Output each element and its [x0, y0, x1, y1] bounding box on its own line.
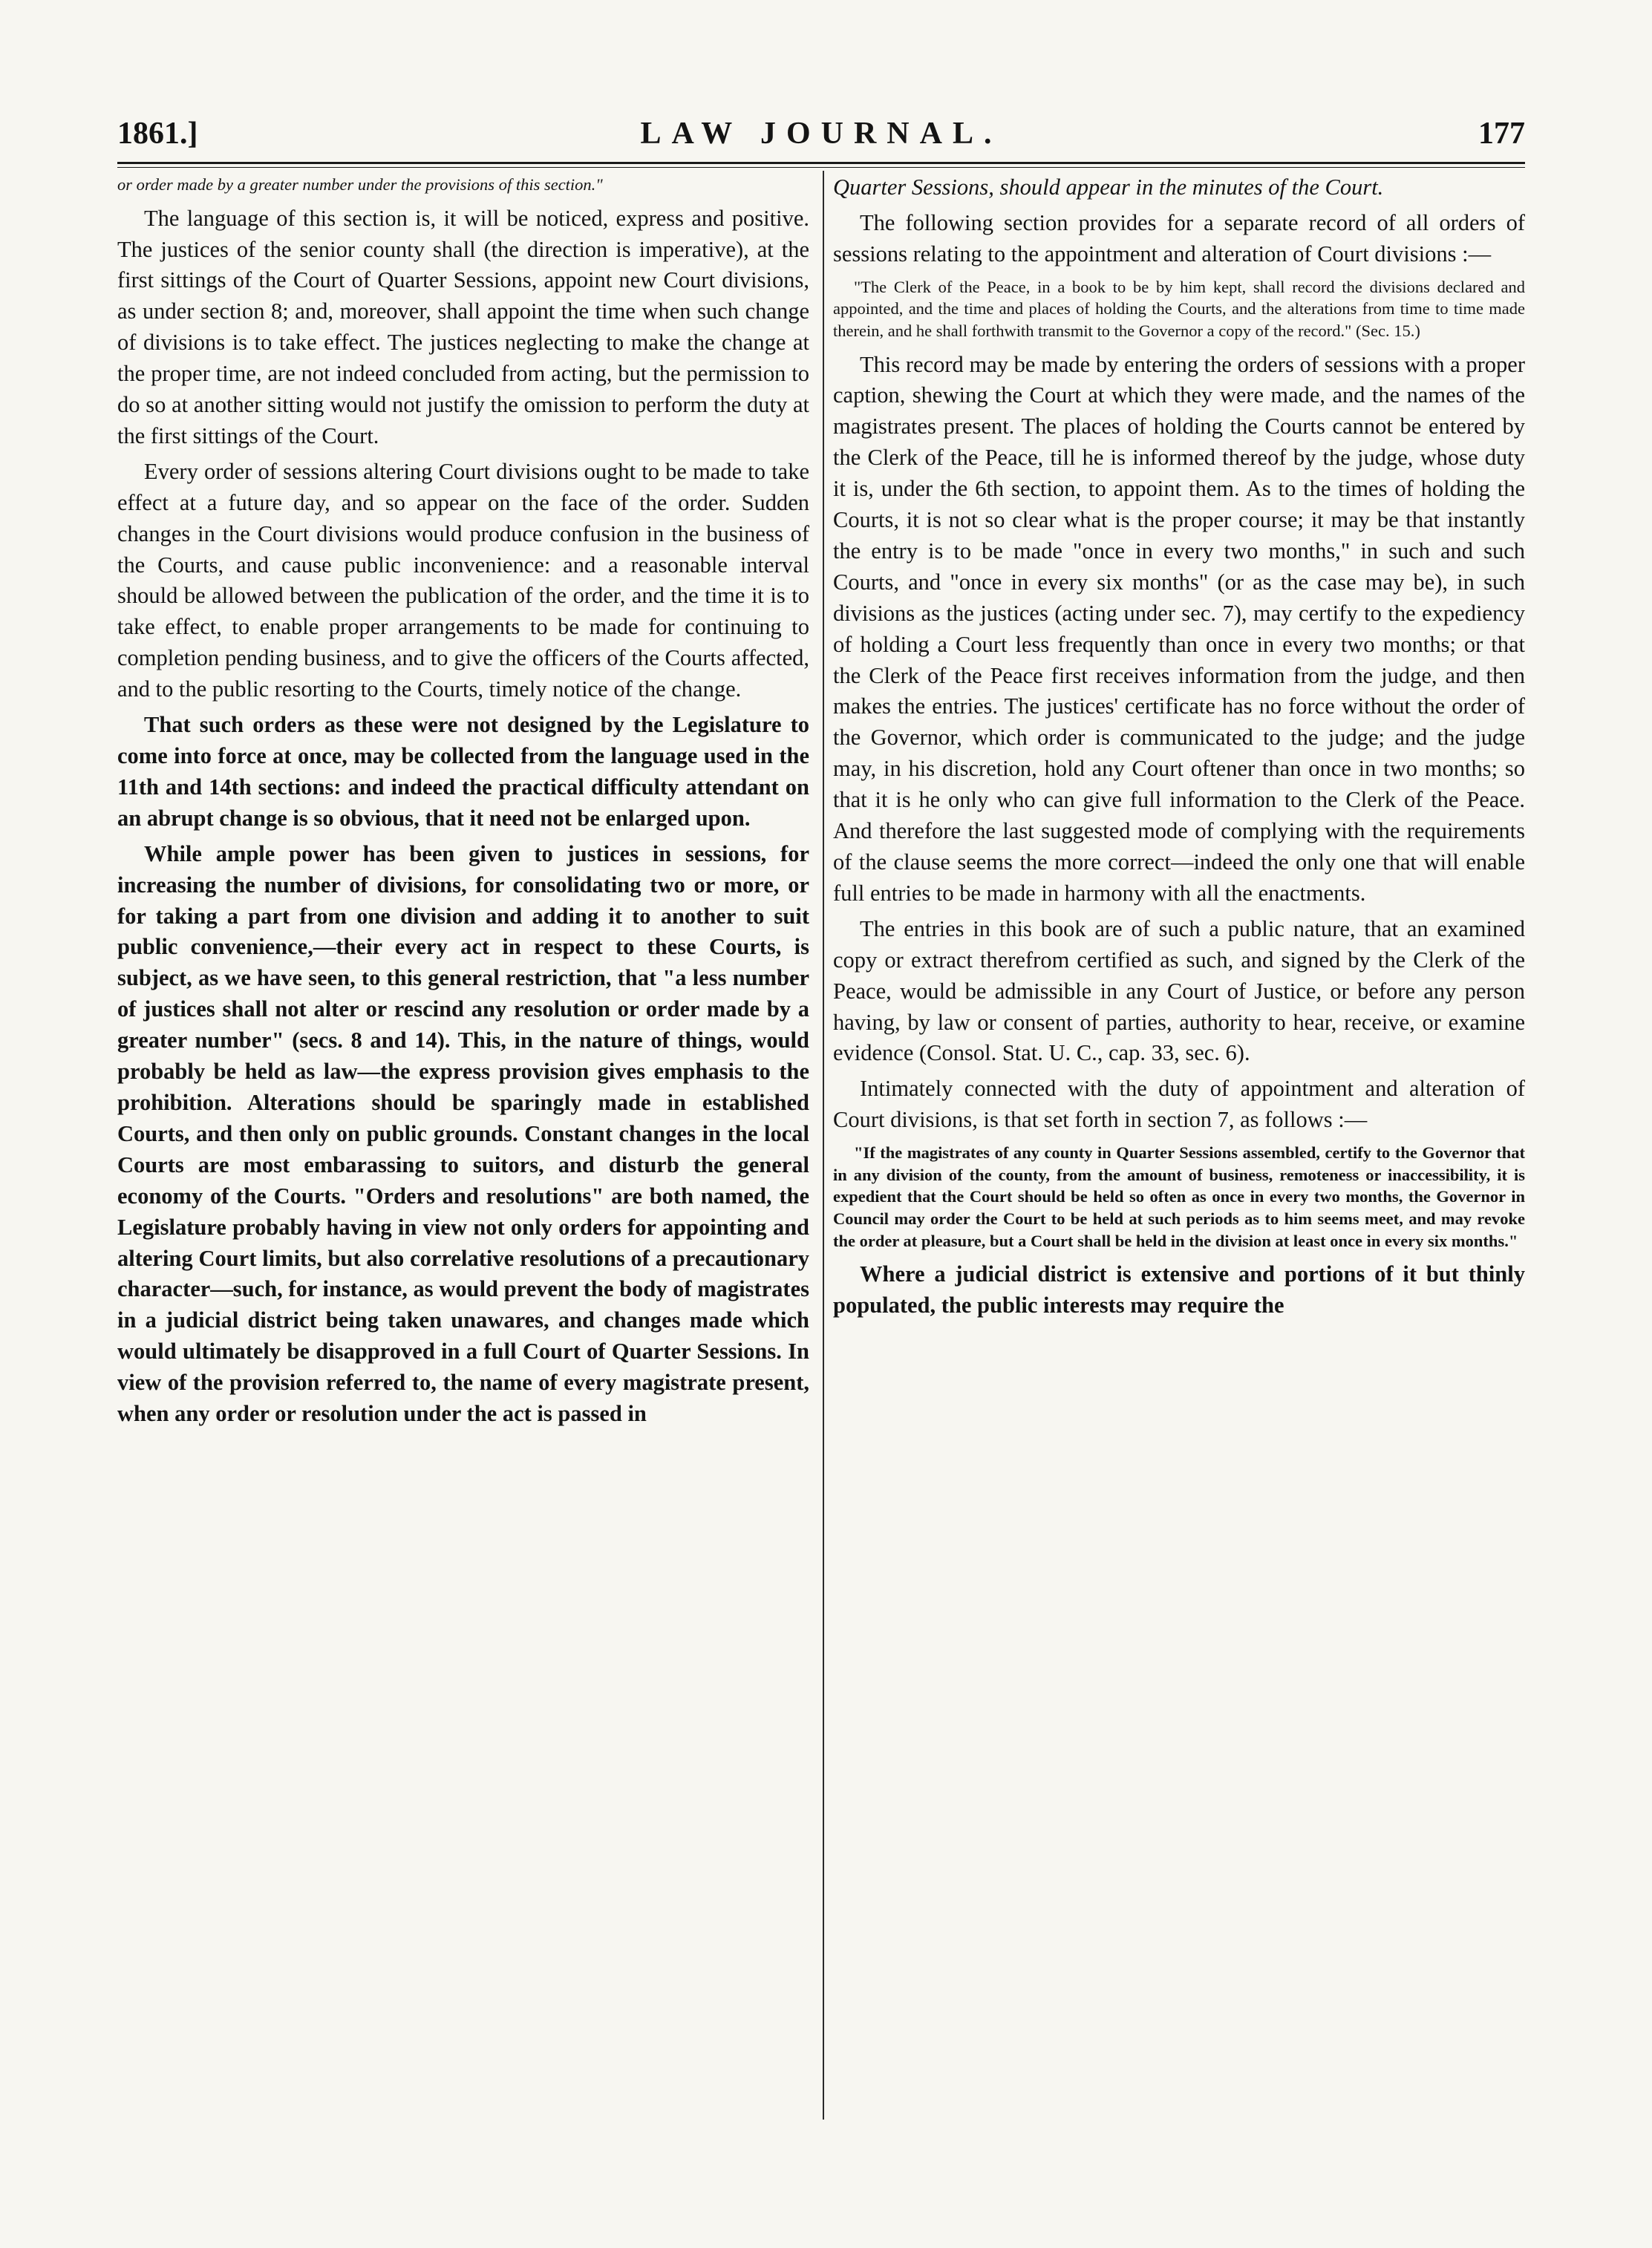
paragraph: Where a judicial district is extensive and portions of it but thinly populated, the public interests may require the — [833, 1261, 1525, 1319]
paragraph: Every order of sessions altering Court divisions ought to be made to take effect at a future day, and so appear on the face of the order. Sudden changes in the Court divisions would produce confusion in the business of the Courts, and cause public inconvenience: and a reasonable interval should be allowed between the publication of the order, and the time it is to take effect, to enable proper arrangements to be made for continuing to completion pending business, and to give the officers of the Courts affected, and to the public resorting to the Courts, timely notice of the change. — [117, 458, 809, 702]
paragraph: The language of this section is, it will be noticed, express and positive. The justices of the senior county shall (the direction is imperative), at the first sittings of the Court of Quarter Sessions, appoint new Court divisions, as under section 8; and, moreover, shall appoint the time when such change of divisions is to take effect. The justices neglecting to make the change at the proper time, are not indeed concluded from acting, but the permission to do so at another sitting would not justify the omission to perform the duty at the first sittings of the Court. — [117, 205, 809, 448]
header-rule-thin — [117, 167, 1525, 168]
header-rule-thick — [117, 162, 1525, 164]
paragraph: While ample power has been given to justices in sessions, for increasing the number of divisions, for consolidating two or more, or for taking a part from one division and adding it to another to suit public convenience,—their every act in respect to these Courts, is subject, as we have seen, to this general restriction, that "a less number of justices shall not alter or rescind any resolution or order made by a greater number" (secs. 8 and 14). This, in the nature of things, would probably be held as law—the express provision gives emphasis to the prohibition. Alterations should be sparingly made in established Courts, and then only on public grounds. Constant changes in the local Courts are most embarassing to suitors, and disturb the general economy of the Courts. "Orders and resolutions" are both named, the Legislature probably having in view not only orders for appointing and altering Court limits, but also correlative resolutions of a precautionary character—such, for instance, as would prevent the body of magistrates in a judicial district being taken unawares, and changes made which would ultimately be disapproved in a full Court of Quarter Sessions. In view of the provision referred to, the name of every magistrate present, when any order or resolution under the act is passed in — [117, 840, 809, 1427]
running-header — [117, 116, 1525, 160]
statute-quote: "If the magistrates of any county in Quarter Sessions assembled, certify to the Governor that in any division of the county, from the amount of business, remoteness or inaccessibility, it is expedient that the Court should be held so often as once in every two months, the Governor in Council may order the Court to be held at such periods as to him seems meet, and may revoke the order at pleasure, but a Court shall be held in the division at least once in every six months." — [833, 1143, 1525, 1250]
paragraph-continuation: Quarter Sessions, should appear in the minutes of the Court. — [833, 174, 1384, 200]
quote-continuation: or order made by a greater number under the provisions of this section." — [117, 175, 603, 194]
paragraph: The entries in this book are of such a public nature, that an examined copy or extract therefrom certified as such, and signed by the Clerk of the Peace, would be admissible in any Court of Justice, or before any person having, by law or consent of parties, authority to hear, receive, or examine evidence (Consol. Stat. U. C., cap. 33, sec. 6). — [833, 915, 1525, 1066]
header-title: LAW JOURNAL. — [640, 117, 1002, 151]
header-page-number: 177 — [1478, 117, 1525, 151]
left-column — [117, 172, 809, 1434]
paragraph: That such orders as these were not designed by the Legislature to come into force at once, may be collected from the language used in the 11th and 14th sections: and indeed the practical difficulty attendant on an abrupt change is so obvious, that it need not be enlarged upon. — [117, 712, 809, 831]
right-column — [833, 172, 1525, 1326]
header-year: 1861.] — [117, 117, 198, 151]
column-divider — [823, 171, 824, 2120]
paragraph: The following section provides for a separate record of all orders of sessions relating to the appointment and alteration of Court divisions :— — [833, 209, 1525, 267]
paragraph: Intimately connected with the duty of appointment and alteration of Court divisions, is that set forth in section 7, as follows :— — [833, 1076, 1525, 1133]
paragraph: This record may be made by entering the orders of sessions with a proper caption, shewing the Court at which they were made, and the names of the magistrates present. The places of holding the Courts cannot be entered by the Clerk of the Peace, till he is informed thereof by the judge, whose duty it is, under the 6th section, to appoint them. As to the times of holding the Courts, it is not so clear what is the proper course; it may be that instantly the entry is to be made "once in every two months," in such and such Courts, and "once in every six months" (or as the case may be), in such divisions as the justices (acting under sec. 7), may certify to the expediency of holding a Court less frequently than once in every two months; or that the Clerk of the Peace first receives information from the judge, and then makes the entries. The justices' certificate has no force without the order of the Governor, which order is communicated to the judge; and the judge may, in his discretion, hold any Court oftener than once in two months; so that it is he only who can give full information to the Clerk of the Peace. And therefore the last suggested mode of complying with the requirements of the clause seems the more correct—indeed the only one that will enable full entries to be made in harmony with all the enactments. — [833, 351, 1525, 906]
statute-quote: "The Clerk of the Peace, in a book to be by him kept, shall record the divisions declared and appointed, and the time and places of holding the Courts, and the alterations from time to time made therein, and he shall forthwith transmit to the Governor a copy of the record." (Sec. 15.) — [833, 277, 1525, 340]
